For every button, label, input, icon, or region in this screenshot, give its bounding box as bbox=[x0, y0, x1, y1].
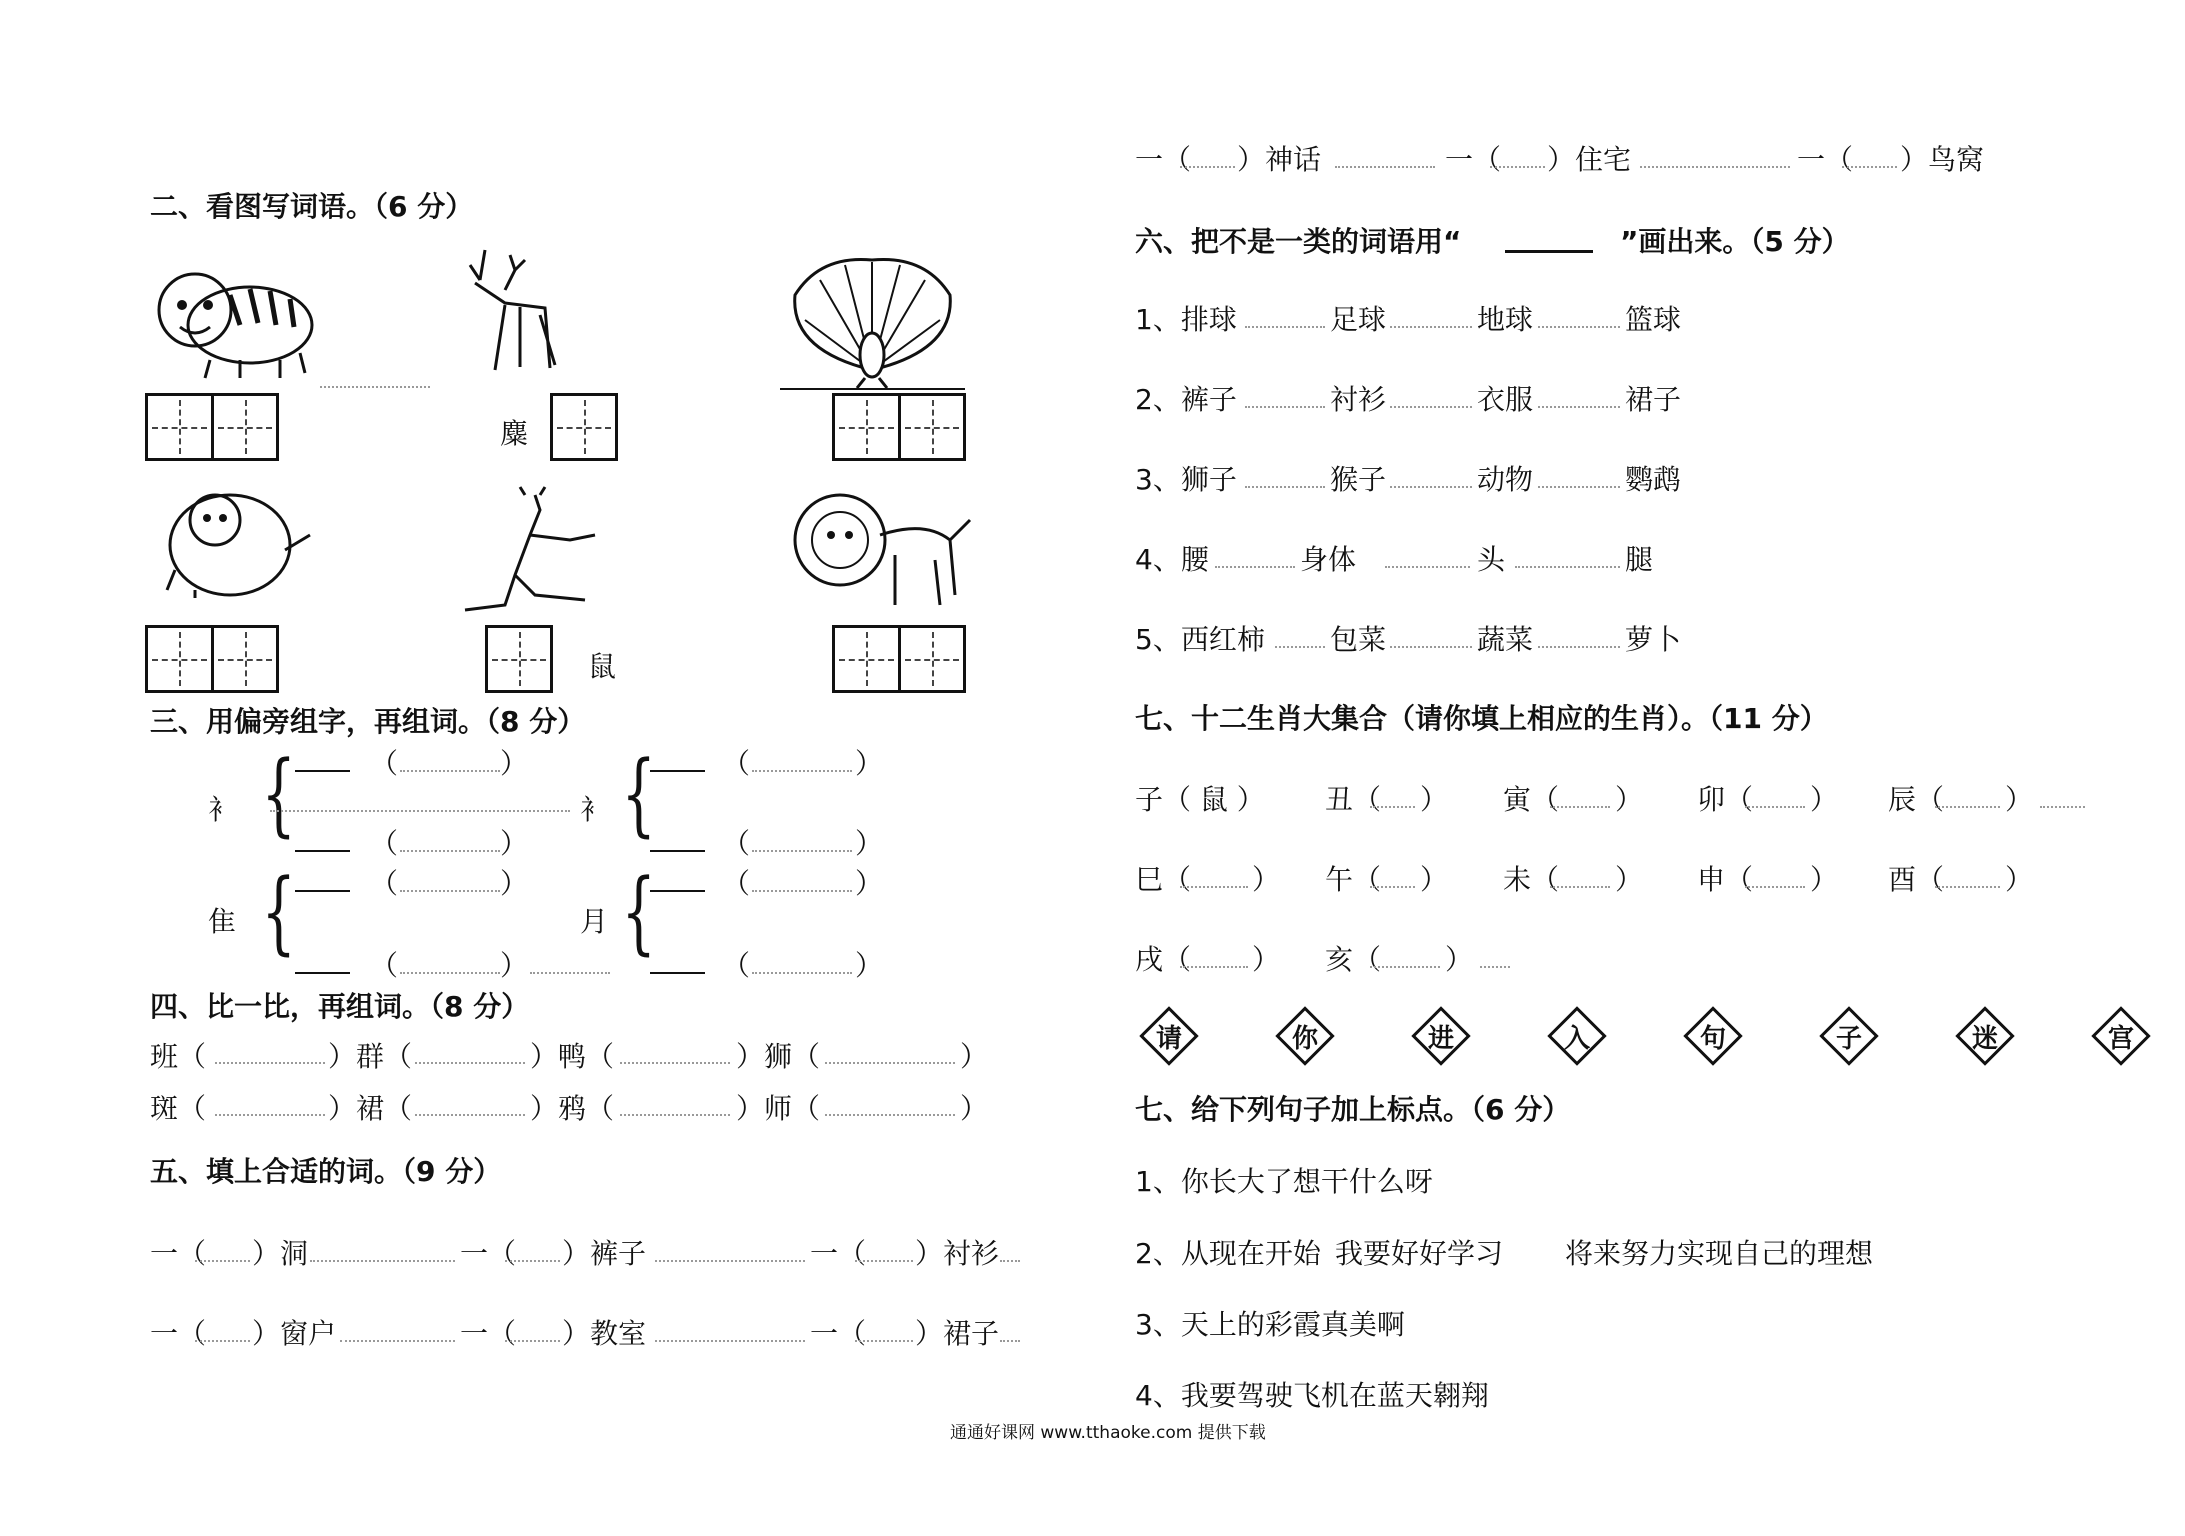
deer-picture bbox=[450, 245, 570, 380]
fill-9-word: ）鸟窝 bbox=[1900, 143, 1985, 176]
banner-char: 句 bbox=[1699, 1024, 1726, 1054]
sentence-2b: 我要好好学习 bbox=[1335, 1237, 1504, 1270]
group-3-word-4[interactable]: 鹦鹉 bbox=[1625, 463, 1682, 496]
fill-5-word: ）教室 bbox=[562, 1317, 647, 1350]
group-4-word-3[interactable]: 头 bbox=[1477, 543, 1506, 576]
banner-char: 进 bbox=[1427, 1024, 1454, 1054]
radical-4: 月 bbox=[580, 905, 609, 938]
zodiac-you: 酉（ bbox=[1888, 863, 1945, 896]
group-3-word-2[interactable]: 猴子 bbox=[1330, 463, 1387, 496]
dotted-line bbox=[752, 770, 852, 772]
peacock-picture bbox=[780, 250, 965, 390]
dotted-line bbox=[1390, 326, 1472, 328]
dotted-line bbox=[270, 810, 570, 812]
group-1-word-3[interactable]: 地球 bbox=[1477, 303, 1534, 336]
dotted-line bbox=[620, 1114, 730, 1116]
dotted-line bbox=[2040, 806, 2085, 808]
dotted-line bbox=[1935, 806, 2000, 808]
dotted-line bbox=[505, 1340, 560, 1342]
compare-row-2-e: ） bbox=[960, 1092, 989, 1125]
fill-5: 一（ bbox=[460, 1317, 517, 1350]
dotted-line bbox=[1000, 1260, 1020, 1262]
fill-9: 一（ bbox=[1797, 143, 1854, 176]
paren-open: （ bbox=[722, 747, 751, 780]
section-5-title: 五、填上合适的词。（9 分） bbox=[150, 1155, 502, 1188]
zodiac-chen-close: ） bbox=[2005, 783, 2034, 816]
paren-close: ） bbox=[855, 867, 884, 900]
compare-row-2-c: ）鸦（ bbox=[530, 1092, 615, 1125]
zodiac-shen: 申（ bbox=[1697, 863, 1754, 896]
zodiac-mao-close: ） bbox=[1810, 783, 1839, 816]
dotted-line bbox=[1385, 566, 1470, 568]
dotted-line bbox=[415, 1062, 525, 1064]
paren-close: ） bbox=[500, 747, 529, 780]
compare-row-1-e: ） bbox=[960, 1040, 989, 1073]
compare-row-2-a: 斑（ bbox=[150, 1092, 207, 1125]
group-4-word-1[interactable]: 4、腰 bbox=[1135, 543, 1209, 576]
writing-box-gorilla[interactable] bbox=[145, 625, 279, 693]
brace: { bbox=[261, 860, 296, 965]
fill-4: 一（ bbox=[150, 1317, 207, 1350]
zodiac-hai: 亥（ bbox=[1325, 943, 1382, 976]
section-2-title: 二、看图写词语。（6 分） bbox=[150, 190, 474, 223]
dotted-line bbox=[400, 972, 500, 974]
underline-sample bbox=[1505, 250, 1593, 253]
dotted-line bbox=[195, 1260, 250, 1262]
fill-7: 一（ bbox=[1135, 143, 1192, 176]
dotted-line bbox=[320, 386, 430, 388]
writing-box-tiger[interactable] bbox=[145, 393, 279, 461]
zodiac-si: 巳（ bbox=[1135, 863, 1192, 896]
fill-3: 一（ bbox=[810, 1237, 867, 1270]
dotted-line bbox=[1370, 966, 1440, 968]
compare-row-2-d: ）师（ bbox=[736, 1092, 821, 1125]
dotted-line bbox=[1000, 1340, 1020, 1342]
radical-2: 衤 bbox=[580, 793, 609, 826]
zodiac-mao: 卯（ bbox=[1697, 783, 1754, 816]
dotted-line bbox=[1550, 886, 1610, 888]
sentence-3: 3、天上的彩霞真美啊 bbox=[1135, 1308, 1405, 1341]
dotted-line bbox=[1335, 166, 1435, 168]
dotted-line bbox=[1538, 326, 1620, 328]
banner-char: 宫 bbox=[2107, 1024, 2134, 1054]
dotted-line bbox=[195, 1340, 250, 1342]
dotted-line bbox=[400, 770, 500, 772]
dotted-line bbox=[505, 1260, 560, 1262]
radical-1: 衤 bbox=[208, 793, 237, 826]
group-5-word-2[interactable]: 包菜 bbox=[1330, 623, 1387, 656]
banner-char: 入 bbox=[1563, 1024, 1590, 1054]
group-1-word-2[interactable]: 足球 bbox=[1330, 303, 1387, 336]
banner-char: 子 bbox=[1835, 1024, 1862, 1054]
group-4-word-4[interactable]: 腿 bbox=[1625, 543, 1654, 576]
writing-box-lion[interactable] bbox=[832, 625, 966, 693]
fill-8-word: ）住宅 bbox=[1547, 143, 1632, 176]
zodiac-chen: 辰（ bbox=[1888, 783, 1945, 816]
group-5-word-1[interactable]: 5、西红柿 bbox=[1135, 623, 1265, 656]
dotted-line bbox=[1550, 806, 1610, 808]
dotted-line bbox=[400, 890, 500, 892]
zodiac-yin: 寅（ bbox=[1503, 783, 1560, 816]
dotted-line bbox=[215, 1062, 325, 1064]
paren-close: ） bbox=[500, 827, 529, 860]
dotted-line bbox=[215, 1114, 325, 1116]
banner-char: 你 bbox=[1291, 1024, 1318, 1054]
dotted-line bbox=[655, 1260, 805, 1262]
group-3-word-3[interactable]: 动物 bbox=[1477, 463, 1534, 496]
dotted-line bbox=[1515, 566, 1620, 568]
dotted-line bbox=[340, 1340, 455, 1342]
kangaroo-char: 鼠 bbox=[588, 650, 617, 683]
paren-open: （ bbox=[370, 747, 399, 780]
dotted-line bbox=[1640, 166, 1790, 168]
dotted-line bbox=[1245, 486, 1325, 488]
fill-2: 一（ bbox=[460, 1237, 517, 1270]
group-5-word-4[interactable]: 萝卜 bbox=[1625, 623, 1682, 656]
paren-close: ） bbox=[500, 949, 529, 982]
sentence-1: 1、你长大了想干什么呀 bbox=[1135, 1165, 1433, 1198]
blank[interactable] bbox=[650, 890, 705, 892]
zodiac-chou: 丑（ bbox=[1325, 783, 1382, 816]
writing-box-deer[interactable] bbox=[550, 393, 618, 461]
dotted-line bbox=[825, 1114, 955, 1116]
zodiac-shen-close: ） bbox=[1810, 863, 1839, 896]
zodiac-wei-close: ） bbox=[1615, 863, 1644, 896]
zodiac-xu-close: ） bbox=[1252, 943, 1281, 976]
paren-close: ） bbox=[855, 827, 884, 860]
compare-row-1-d: ）狮（ bbox=[736, 1040, 821, 1073]
group-4-word-2[interactable]: 身体 bbox=[1300, 543, 1357, 576]
group-2-word-1[interactable]: 2、裤子 bbox=[1135, 383, 1237, 416]
paren-close: ） bbox=[855, 949, 884, 982]
blank[interactable] bbox=[295, 850, 350, 852]
group-1-word-1[interactable]: 1、排球 bbox=[1135, 303, 1237, 336]
gorilla-picture bbox=[155, 480, 315, 600]
brace: { bbox=[621, 742, 656, 847]
group-2-word-2[interactable]: 衬衫 bbox=[1330, 383, 1387, 416]
blank[interactable] bbox=[650, 850, 705, 852]
zodiac-wu-close: ） bbox=[1420, 863, 1449, 896]
dotted-line bbox=[752, 850, 852, 852]
zodiac-si-close: ） bbox=[1252, 863, 1281, 896]
group-2-word-3[interactable]: 衣服 bbox=[1477, 383, 1534, 416]
section-7b-title: 七、给下列句子加上标点。（6 分） bbox=[1135, 1093, 1571, 1126]
paren-open: （ bbox=[722, 827, 751, 860]
zodiac-xu: 戌（ bbox=[1135, 943, 1192, 976]
blank[interactable] bbox=[295, 770, 350, 772]
dotted-line bbox=[1390, 486, 1472, 488]
dotted-line bbox=[1370, 806, 1415, 808]
group-2-word-4[interactable]: 裙子 bbox=[1625, 383, 1682, 416]
dotted-line bbox=[1180, 966, 1248, 968]
sentence-2a: 2、从现在开始 bbox=[1135, 1237, 1321, 1270]
dotted-line bbox=[655, 1340, 805, 1342]
section-3-title: 三、用偏旁组字，再组词。（8 分） bbox=[150, 705, 586, 738]
dotted-line bbox=[1745, 806, 1805, 808]
paren-open: （ bbox=[370, 867, 399, 900]
blank[interactable] bbox=[295, 972, 350, 974]
compare-row-2-b: ）裙（ bbox=[328, 1092, 413, 1125]
section-7a-title: 七、十二生肖大集合（请你填上相应的生肖）。（11 分） bbox=[1135, 702, 1828, 735]
group-1-word-4[interactable]: 篮球 bbox=[1625, 303, 1682, 336]
dotted-line bbox=[1390, 406, 1472, 408]
section-4-title: 四、比一比，再组词。（8 分） bbox=[150, 990, 530, 1023]
dotted-line bbox=[1245, 326, 1325, 328]
banner-char: 迷 bbox=[1971, 1024, 1998, 1054]
dotted-line bbox=[1215, 566, 1295, 568]
blank[interactable] bbox=[295, 890, 350, 892]
fill-1: 一（ bbox=[150, 1237, 207, 1270]
dotted-line bbox=[620, 1062, 730, 1064]
sentence-2c: 将来努力实现自己的理想 bbox=[1565, 1237, 1874, 1270]
dotted-line bbox=[752, 972, 852, 974]
compare-row-1-a: 班（ bbox=[150, 1040, 207, 1073]
dotted-line bbox=[1842, 166, 1897, 168]
paren-close: ） bbox=[500, 867, 529, 900]
section-6-title-b: ”画出来。（5 分） bbox=[1620, 225, 1850, 258]
fill-7-word: ）神话 bbox=[1237, 143, 1322, 176]
zodiac-chou-close: ） bbox=[1420, 783, 1449, 816]
radical-3: 隹 bbox=[208, 905, 237, 938]
dotted-line bbox=[855, 1340, 913, 1342]
writing-box-kangaroo[interactable] bbox=[485, 625, 553, 693]
zodiac-hai-close: ） bbox=[1445, 943, 1474, 976]
paren-close: ） bbox=[855, 747, 884, 780]
brace: { bbox=[261, 742, 296, 847]
dotted-line bbox=[1180, 166, 1235, 168]
compare-row-1-b: ）群（ bbox=[328, 1040, 413, 1073]
zodiac-wu: 午（ bbox=[1325, 863, 1382, 896]
dotted-line bbox=[1538, 646, 1620, 648]
compare-row-1-c: ）鸭（ bbox=[530, 1040, 615, 1073]
banner-char: 请 bbox=[1155, 1024, 1182, 1054]
paren-open: （ bbox=[370, 949, 399, 982]
dotted-line bbox=[1390, 646, 1472, 648]
fill-1-word: ）洞 bbox=[252, 1237, 309, 1270]
lion-picture bbox=[785, 480, 975, 615]
zodiac-yin-close: ） bbox=[1615, 783, 1644, 816]
group-5-word-3[interactable]: 蔬菜 bbox=[1477, 623, 1534, 656]
kangaroo-picture bbox=[440, 485, 620, 615]
sentence-4: 4、我要驾驶飞机在蓝天翱翔 bbox=[1135, 1379, 1489, 1412]
paren-open: （ bbox=[370, 827, 399, 860]
zodiac-wei: 未（ bbox=[1503, 863, 1560, 896]
paren-open: （ bbox=[722, 949, 751, 982]
tiger-picture bbox=[150, 255, 320, 380]
zodiac-you-close: ） bbox=[2005, 863, 2034, 896]
dotted-line bbox=[1480, 966, 1510, 968]
dotted-line bbox=[1245, 406, 1325, 408]
dotted-line bbox=[530, 972, 610, 974]
paren-open: （ bbox=[722, 867, 751, 900]
dotted-line bbox=[1538, 486, 1620, 488]
zodiac-zi: 子（ 鼠 ） bbox=[1135, 783, 1265, 816]
fill-6-word: ）裙子 bbox=[915, 1317, 1000, 1350]
section-6-title-a: 六、把不是一类的词语用“ bbox=[1135, 225, 1462, 258]
dotted-line bbox=[1180, 886, 1248, 888]
footer-note: 通通好课网 www.tthaoke.com 提供下载 bbox=[950, 1423, 1266, 1443]
blank[interactable] bbox=[650, 972, 705, 974]
dotted-line bbox=[310, 1260, 455, 1262]
fill-4-word: ）窗户 bbox=[252, 1317, 337, 1350]
fill-3-word: ）衬衫 bbox=[915, 1237, 1000, 1270]
blank[interactable] bbox=[650, 770, 705, 772]
dotted-line bbox=[415, 1114, 525, 1116]
dotted-line bbox=[1538, 406, 1620, 408]
brace: { bbox=[621, 860, 656, 965]
dotted-line bbox=[1490, 166, 1545, 168]
dotted-line bbox=[400, 850, 500, 852]
writing-box-peacock[interactable] bbox=[832, 393, 966, 461]
dotted-line bbox=[825, 1062, 955, 1064]
dotted-line bbox=[1370, 886, 1415, 888]
dotted-line bbox=[1275, 646, 1325, 648]
dotted-line bbox=[1935, 886, 2000, 888]
group-3-word-1[interactable]: 3、狮子 bbox=[1135, 463, 1237, 496]
dotted-line bbox=[1745, 886, 1805, 888]
fill-2-word: ）裤子 bbox=[562, 1237, 647, 1270]
fill-6: 一（ bbox=[810, 1317, 867, 1350]
deer-char: 麋 bbox=[500, 417, 529, 450]
dotted-line bbox=[855, 1260, 913, 1262]
dotted-line bbox=[752, 890, 852, 892]
fill-8: 一（ bbox=[1445, 143, 1502, 176]
